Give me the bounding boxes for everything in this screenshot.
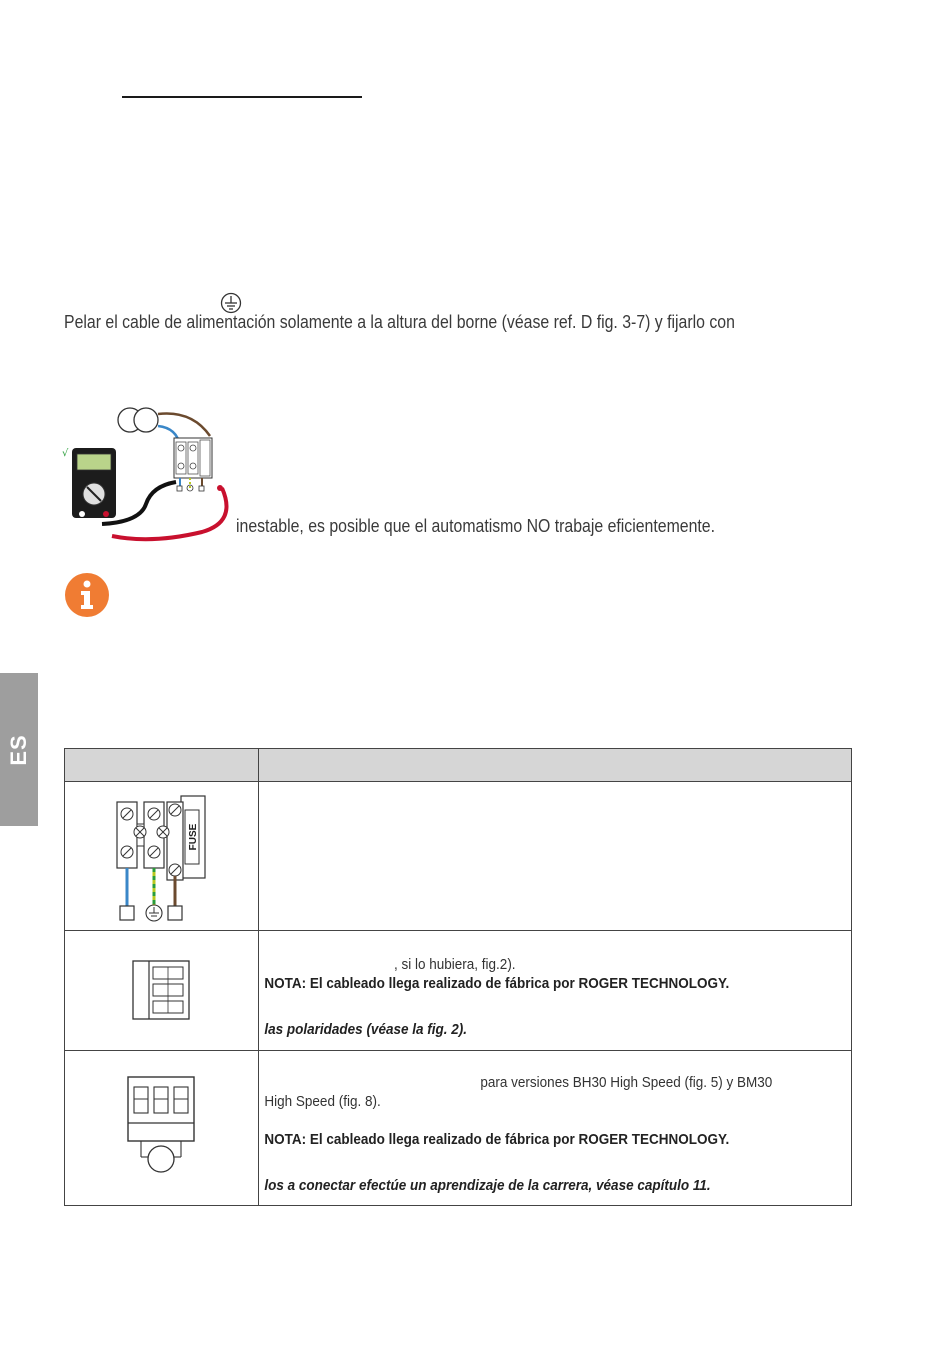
row3-line1: para versiones BH30 High Speed (fig. 5) y BM30 bbox=[480, 1074, 773, 1091]
table-cell-diagram bbox=[65, 782, 259, 931]
info-icon bbox=[64, 572, 110, 618]
row2-italic-note: las polaridades (véase la fig. 2). bbox=[264, 1021, 467, 1038]
table-header-row bbox=[65, 749, 852, 782]
multimeter-illustration bbox=[62, 404, 234, 548]
wiring-table bbox=[64, 748, 852, 1206]
table-cell-diagram bbox=[65, 1051, 259, 1206]
svg-text:√: √ bbox=[62, 448, 69, 459]
table-cell-description bbox=[259, 782, 852, 931]
row2-line1: , si lo hubiera, fig.2). bbox=[394, 956, 516, 973]
language-tab-label: ES bbox=[6, 733, 31, 766]
table-row bbox=[65, 782, 852, 931]
connector-3pin-diagram bbox=[127, 957, 197, 1027]
paragraph-unstable: inestable, es posible que el automatismo NO trabaje eficientemente. bbox=[236, 516, 715, 536]
fuse-label: FUSE bbox=[187, 823, 199, 851]
table-header-cell-description bbox=[259, 749, 852, 782]
row3-note: NOTA: El cableado llega realizado de fábrica por ROGER TECHNOLOGY. bbox=[264, 1131, 730, 1148]
table-cell-description bbox=[259, 1051, 852, 1206]
row3-italic-note: los a conectar efectúe un aprendizaje de la carrera, véase capítulo 11. bbox=[264, 1177, 711, 1194]
language-tab bbox=[0, 673, 38, 826]
terminal-block-fuse-diagram bbox=[107, 790, 217, 930]
table-cell-diagram bbox=[65, 931, 259, 1051]
table-header-cell-image bbox=[65, 749, 259, 782]
paragraph-strip-cable: Pelar el cable de alimentación solamente a la altura del borne (véase ref. D fig. 3-7) y fijarlo con bbox=[64, 312, 735, 332]
motor-connector-diagram bbox=[122, 1073, 202, 1183]
row2-note: NOTA: El cableado llega realizado de fábrica por ROGER TECHNOLOGY. bbox=[264, 975, 730, 992]
table-cell-description bbox=[259, 931, 852, 1051]
top-rule bbox=[122, 96, 362, 98]
earth-ground-icon bbox=[220, 292, 242, 314]
table-row bbox=[65, 931, 852, 1051]
table-row bbox=[65, 1051, 852, 1206]
row3-line2: High Speed (fig. 8). bbox=[264, 1093, 381, 1110]
